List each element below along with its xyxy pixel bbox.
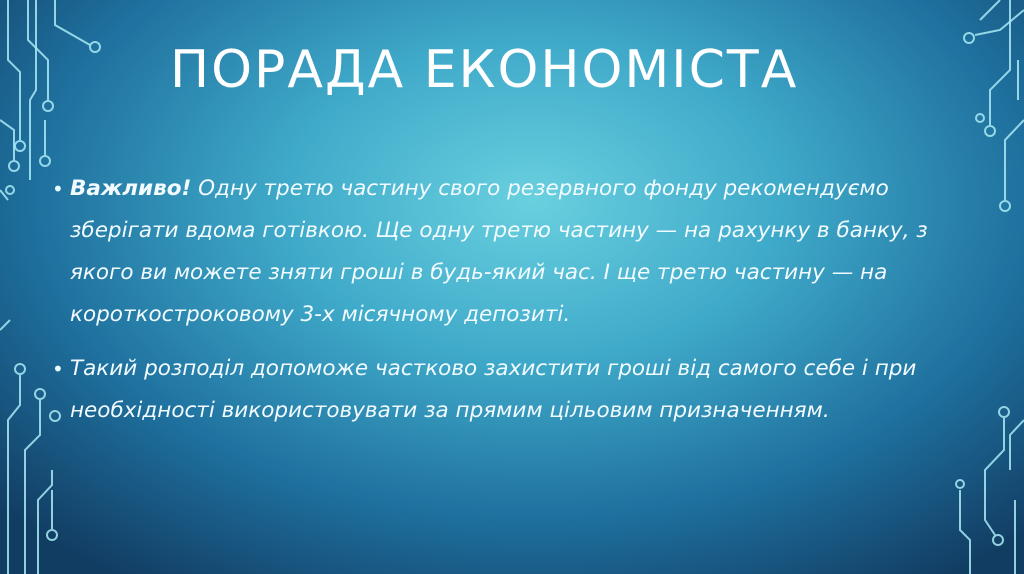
bullet-item — [52, 168, 982, 336]
bullet-marker: • — [52, 177, 64, 201]
slide-body — [52, 168, 982, 432]
bullet-marker: • — [52, 357, 64, 381]
slide-title: ПОРАДА ЕКОНОМІСТА — [170, 40, 799, 100]
bullet-text: Одну третю частину свого резервного фонду рекомендуємо зберігати вдома готівкою. Ще одну третю частину — на рахунку в банку, з якого ви можете зняти гроші в будь-який час. І ще третю частину — на короткостроковому 3-х місячному депозиті. — [70, 176, 928, 327]
bullet-lead: Важливо! — [70, 176, 192, 201]
bullet-item — [52, 348, 982, 432]
bullet-text: Такий розподіл допоможе частково захистити гроші від самого себе і при необхідності використовувати за прямим цільовим призначенням. — [70, 356, 917, 423]
